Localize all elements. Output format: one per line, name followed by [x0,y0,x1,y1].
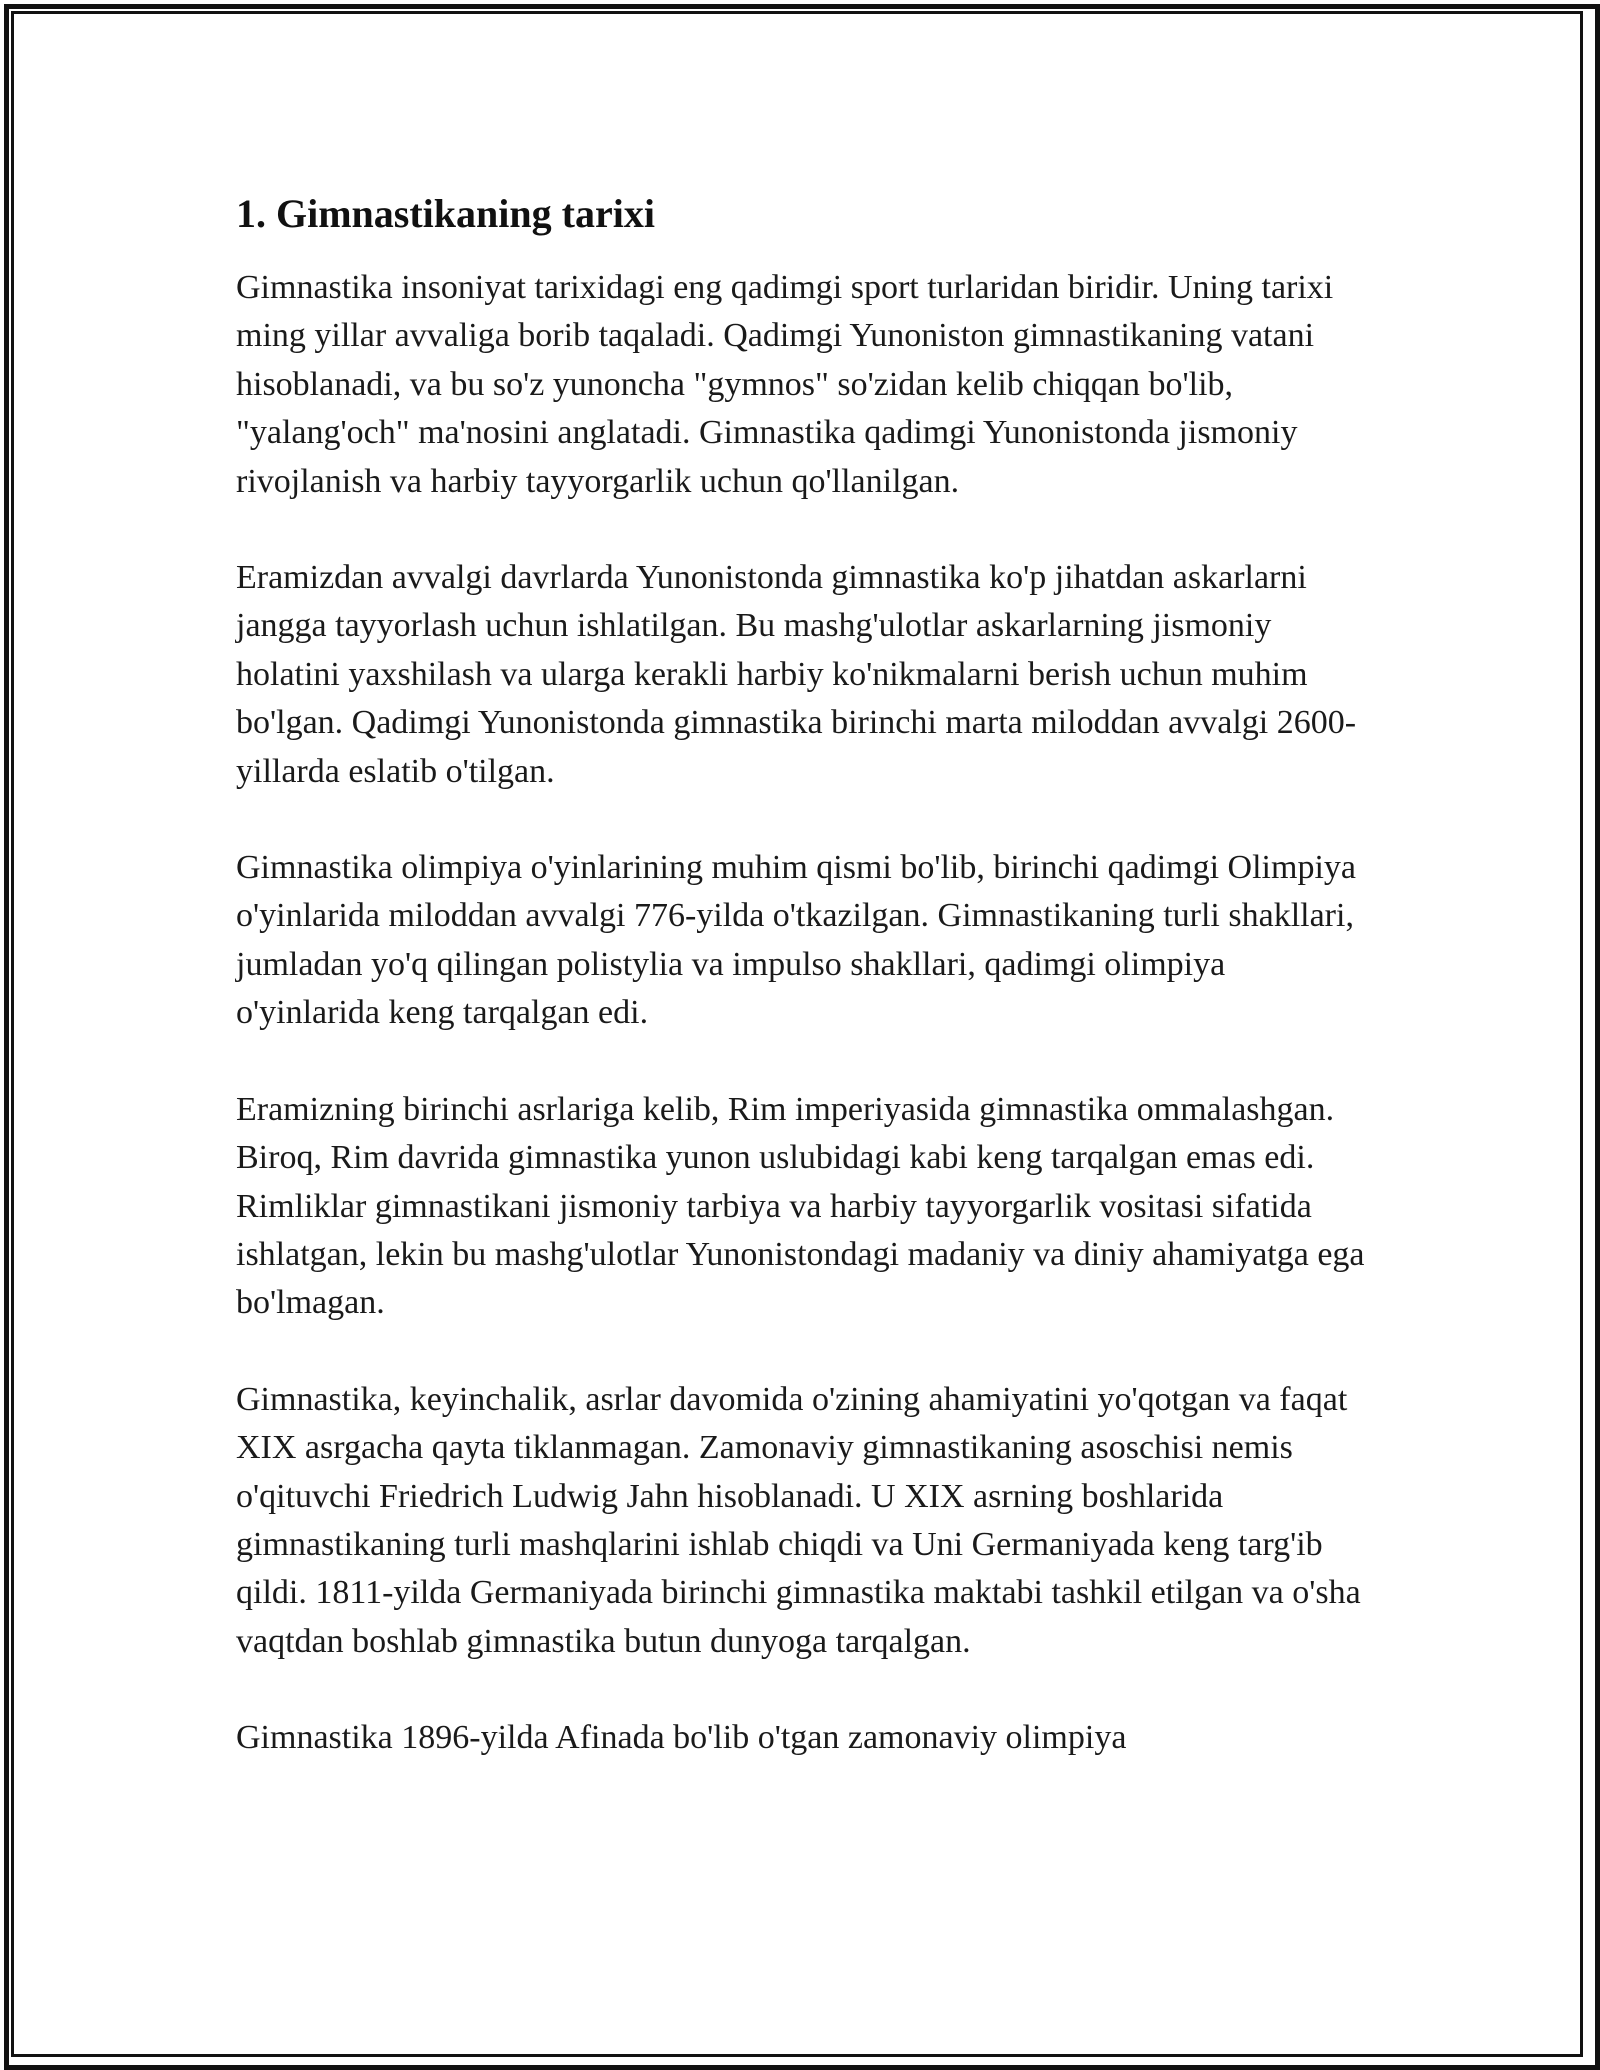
paragraph-5: Gimnastika, keyinchalik, asrlar davomida o'zining ahamiyatini yo'qotgan va faqat XIX asrgacha qayta tiklanmagan. Zamonaviy gimnastikaning asoschisi nemis o'qituvchi Friedrich Ludwig Jahn hisoblanadi. U XIX asrning boshlarida gimnastikaning turli mashqlarini ishlab chiqdi va Uni Germaniyada keng targ'ib qildi. 1811-yilda Germaniyada birinchi gimnastika maktabi tashkil etilgan va o'sha vaqtdan boshlab gimnastika butun dunyoga tarqalgan. [236,1380,1361,1660]
paragraph-2: Eramizdan avvalgi davrlarda Yunonistonda gimnastika ko'p jihatdan askarlarni jangga tayyorlash uchun ishlatilgan. Bu mashg'ulotlar askarlarning jismoniy holatini yaxshilash va ularga kerakli harbiy ko'nikmalarni berish uchun muhim bo'lgan. Qadimgi Yunonistonda gimnastika birinchi marta miloddan avvalgi 2600-yillarda eslatib o'tilgan. [236,559,1357,790]
paragraph-6: Gimnastika 1896-yilda Afinada bo'lib o'tgan zamonaviy olimpiya [236,1719,1127,1757]
document-body [236,186,1376,1811]
paragraph-3: Gimnastika olimpiya o'yinlarining muhim qismi bo'lib, birinchi qadimgi Olimpiya o'yinlarida miloddan avvalgi 776-yilda o'tkazilgan. Gimnastikaning turli shakllari, jumladan yo'q qilingan polistylia va impulso shakllari, qadimgi olimpiya o'yinlarida keng tarqalgan edi. [236,849,1356,1032]
section-title: 1. Gimnastikaning tarixi [236,191,655,236]
paragraph-4: Eramizning birinchi asrlariga kelib, Rim imperiyasida gimnastika ommalashgan. Biroq, Rim davrida gimnastika yunon uslubidagi kabi keng tarqalgan emas edi. Rimliklar gimnastikani jismoniy tarbiya va harbiy tayyorgarlik vositasi sifatida ishlatgan, lekin bu mashg'ulotlar Yunonistondagi madaniy va diniy ahamiyatga ega bo'lmagan. [236,1090,1365,1322]
paragraph-1: Gimnastika insoniyat tarixidagi eng qadimgi sport turlaridan biridir. Uning tarixi ming yillar avvaliga borib taqaladi. Qadimgi Yunoniston gimnastikaning vatani hisoblanadi, va bu so'z yunoncha "gymnos" so'zidan kelib chiqqan bo'lib, "yalang'och" ma'nosini anglatadi. Gimnastika qadimgi Yunonistonda jismoniy rivojlanish va harbiy tayyorgarlik uchun qo'llanilgan. [236,269,1334,500]
